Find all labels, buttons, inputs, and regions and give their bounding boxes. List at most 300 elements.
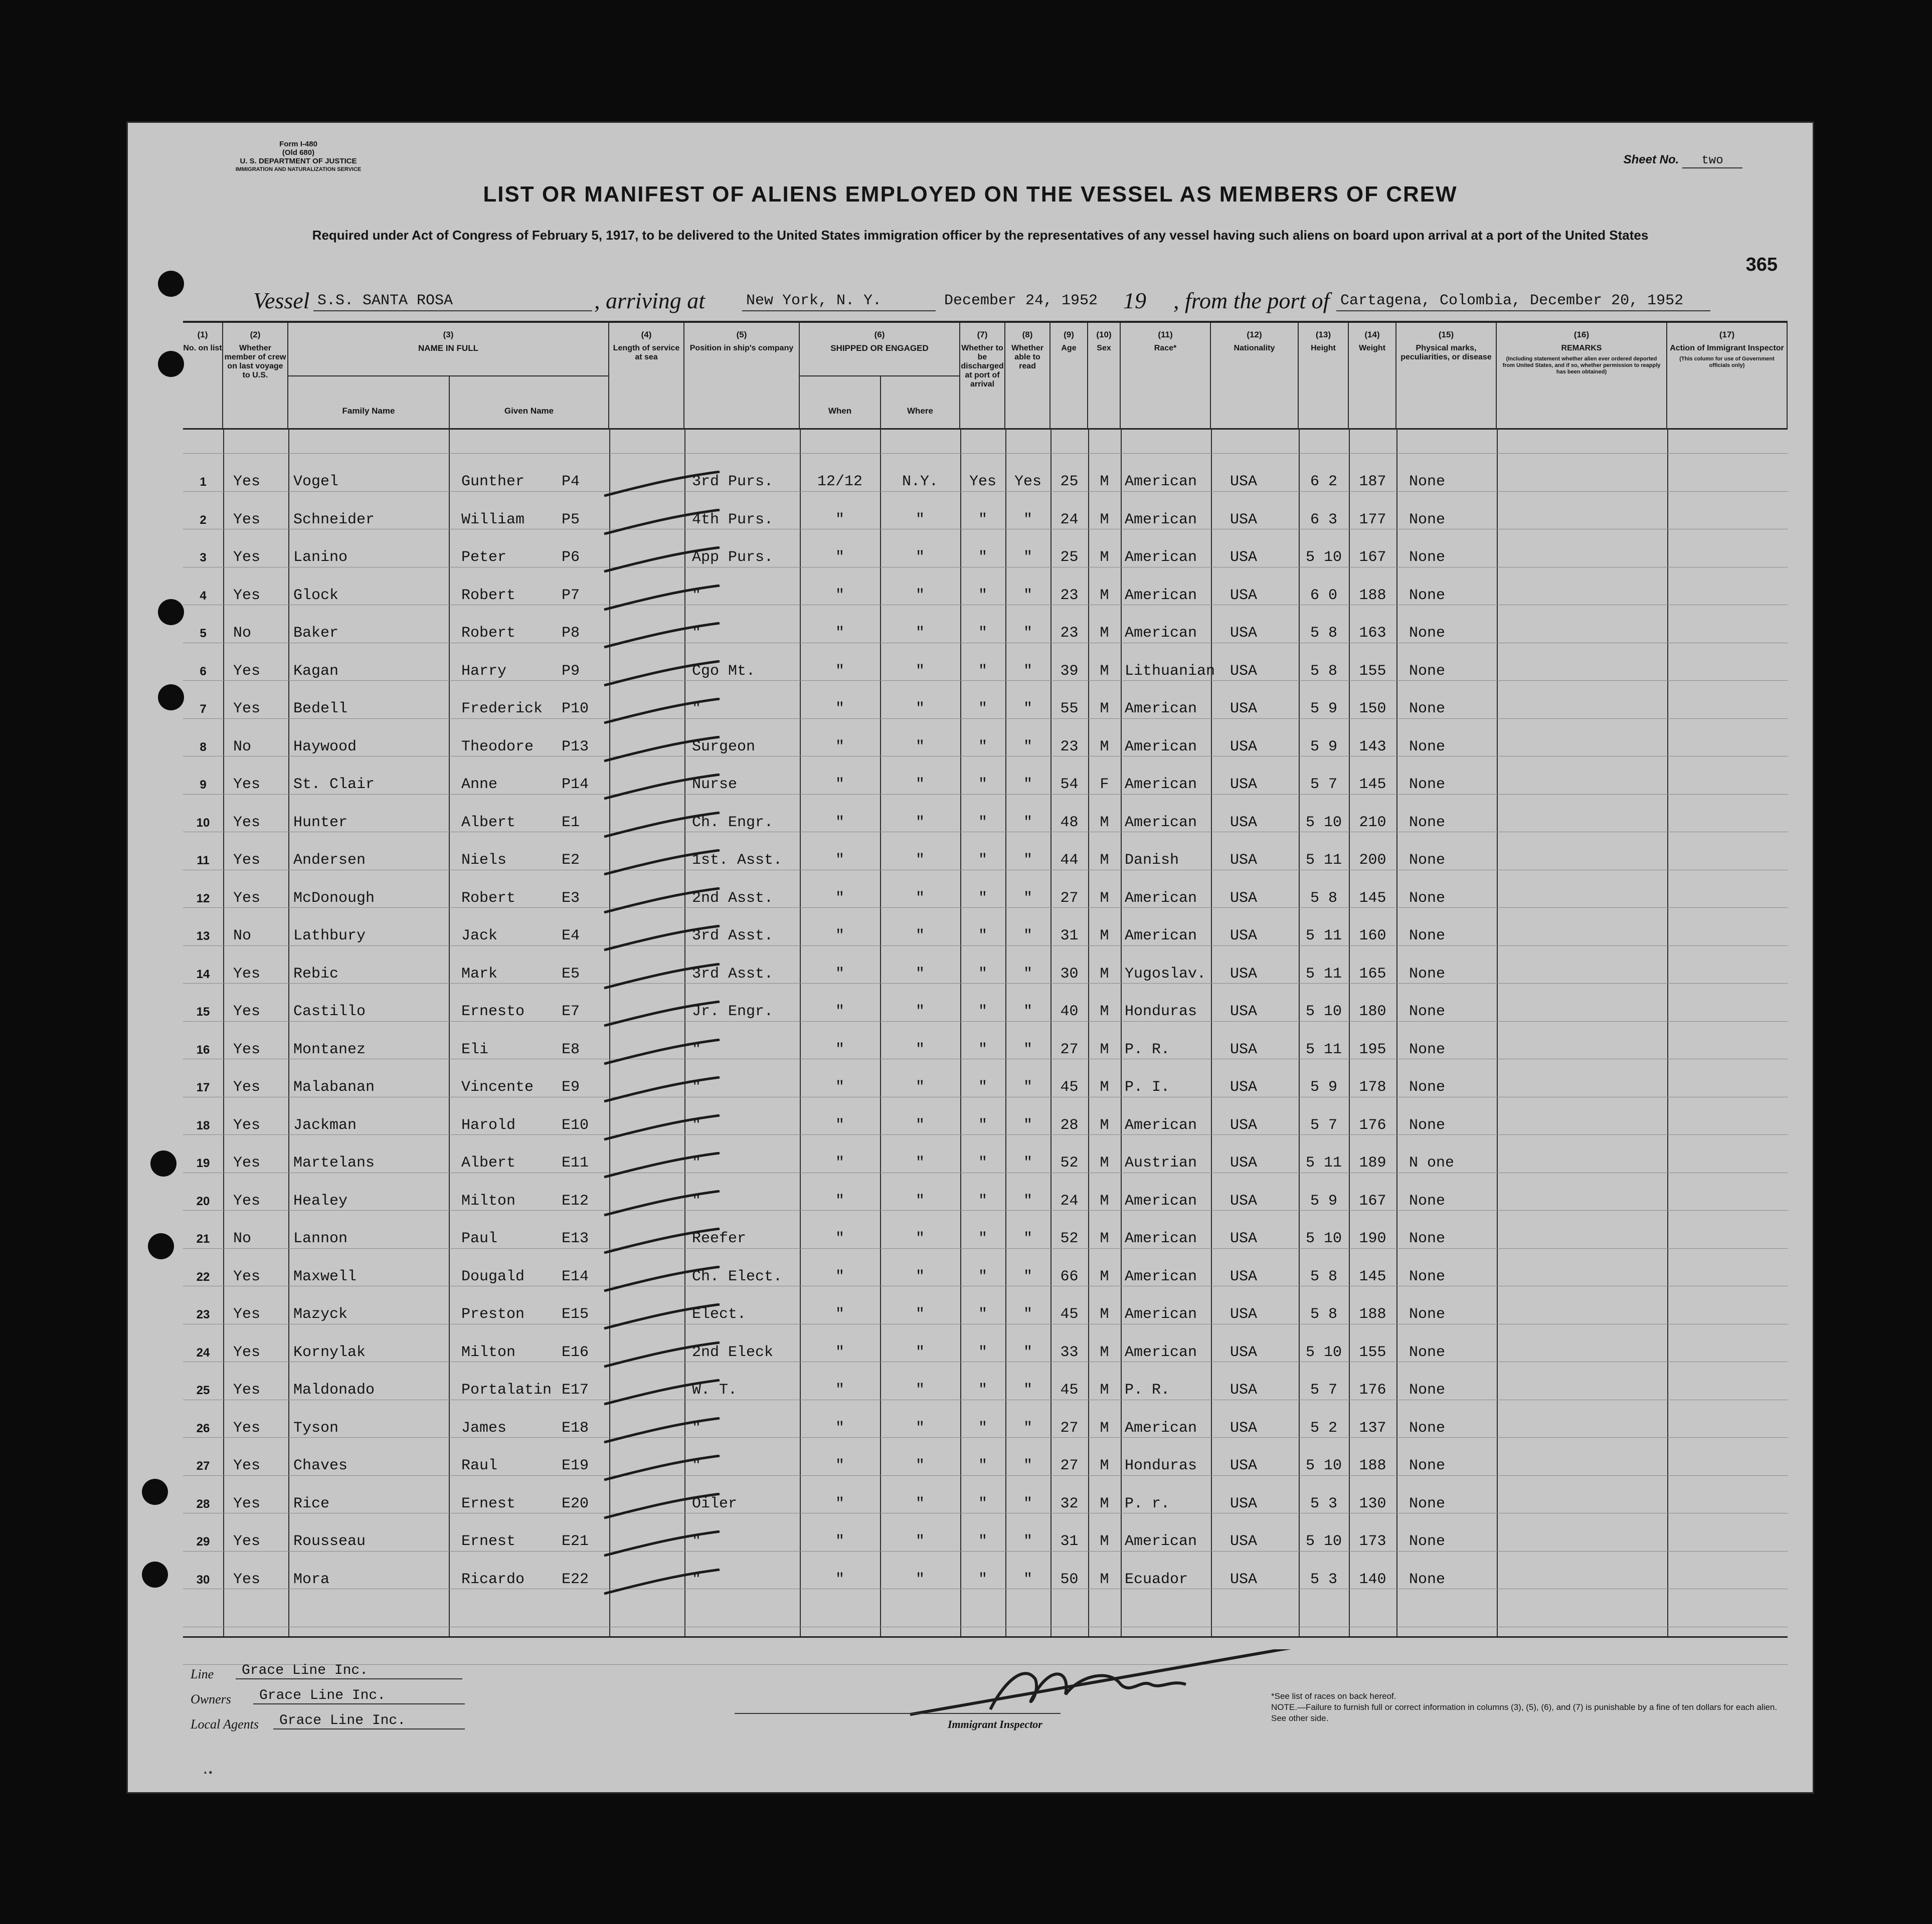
cell-marks: None xyxy=(1409,814,1446,831)
cell-marks: None xyxy=(1409,1041,1446,1058)
from-port: Cartagena, Colombia, December 20, 1952 xyxy=(1336,292,1710,311)
cell-last: Yes xyxy=(233,1571,261,1588)
cell-race: American xyxy=(1125,1268,1197,1285)
check-mark-icon xyxy=(599,1455,730,1485)
cell-height: 5 8 xyxy=(1310,662,1337,680)
cell-age: 48 xyxy=(1060,814,1079,831)
header-col-label: Nationality xyxy=(1234,344,1275,352)
cell-age: 45 xyxy=(1060,1079,1079,1096)
cell-age: 28 xyxy=(1060,1116,1079,1134)
cell-race: Lithuanian xyxy=(1125,662,1215,680)
cell-nat: USA xyxy=(1230,814,1258,831)
header-col-number: (10) xyxy=(1096,330,1112,339)
cell-nat: USA xyxy=(1230,625,1258,642)
cell-nat: USA xyxy=(1230,1116,1258,1134)
cell-race: P. r. xyxy=(1125,1495,1170,1512)
cell-where: " xyxy=(915,1533,925,1550)
cell-last: Yes xyxy=(233,511,261,528)
cell-given: Raul xyxy=(461,1457,498,1474)
cell-no: 21 xyxy=(196,1232,210,1246)
binder-hole xyxy=(150,1150,177,1177)
cell-read: " xyxy=(1023,1230,1032,1247)
cell-height: 5 7 xyxy=(1310,1116,1337,1134)
cell-read: " xyxy=(1023,511,1032,528)
header-col-4 xyxy=(609,323,684,428)
cell-age: 25 xyxy=(1060,549,1079,566)
sheet-number-block xyxy=(1624,153,1742,168)
cell-sex: M xyxy=(1100,1306,1109,1323)
inspector-label: Immigrant Inspector xyxy=(948,1718,1042,1730)
cell-marks: None xyxy=(1409,852,1446,869)
cell-nat: USA xyxy=(1230,1155,1258,1172)
cell-nat: USA xyxy=(1230,662,1258,680)
cell-marks: None xyxy=(1409,1343,1446,1361)
cell-nat: USA xyxy=(1230,776,1258,793)
cell-marks: None xyxy=(1409,1533,1446,1550)
cell-weight: 210 xyxy=(1359,814,1386,831)
cell-sex: M xyxy=(1100,549,1109,566)
header-col-number: (13) xyxy=(1315,330,1331,339)
cell-discharged: " xyxy=(978,662,987,680)
cell-when: " xyxy=(835,1003,844,1020)
cell-position: " xyxy=(692,1457,701,1474)
owners-value: Grace Line Inc. xyxy=(253,1688,465,1704)
cell-discharged: " xyxy=(978,927,987,944)
cell-given: Harold xyxy=(461,1116,516,1134)
cell-marks: None xyxy=(1409,1268,1446,1285)
cell-read: " xyxy=(1023,1306,1032,1323)
check-mark-icon xyxy=(599,1341,730,1372)
cell-where: " xyxy=(915,852,925,869)
cell-where: " xyxy=(915,927,925,944)
binder-hole xyxy=(158,599,184,625)
cell-no: 4 xyxy=(200,589,207,603)
cell-given: William xyxy=(461,511,525,528)
cell-marks: None xyxy=(1409,662,1446,680)
cell-nat: USA xyxy=(1230,1571,1258,1588)
cell-last: Yes xyxy=(233,1079,261,1096)
cell-weight: 195 xyxy=(1359,1041,1386,1058)
cell-last: Yes xyxy=(233,814,261,831)
cell-marks: None xyxy=(1409,587,1446,604)
cell-position: " xyxy=(692,1419,701,1437)
cell-family: Andersen xyxy=(293,852,366,869)
cell-position: " xyxy=(692,1079,701,1096)
cell-no: 1 xyxy=(200,475,207,489)
cell-no: 20 xyxy=(196,1194,210,1208)
cell-age: 27 xyxy=(1060,1457,1079,1474)
cell-age: 23 xyxy=(1060,625,1079,642)
binder-hole xyxy=(148,1233,174,1259)
cell-discharged: " xyxy=(978,1382,987,1399)
cell-discharged: " xyxy=(978,965,987,983)
header-col-5 xyxy=(684,323,800,428)
cell-given: Albert xyxy=(461,1155,516,1172)
cell-read: " xyxy=(1023,1155,1032,1172)
cell-weight: 176 xyxy=(1359,1116,1386,1134)
cell-read: " xyxy=(1023,738,1032,755)
cell-marks: None xyxy=(1409,1003,1446,1020)
cell-read: " xyxy=(1023,1457,1032,1474)
cell-sex: M xyxy=(1100,1116,1109,1134)
sheet-number: two xyxy=(1682,154,1742,168)
cell-age: 40 xyxy=(1060,1003,1079,1020)
cell-last: Yes xyxy=(233,473,261,490)
cell-when: " xyxy=(835,1268,844,1285)
cell-age: 27 xyxy=(1060,1419,1079,1437)
cell-when: " xyxy=(835,852,844,869)
cell-given: Ernest xyxy=(461,1533,516,1550)
manifest-sheet xyxy=(128,123,1813,1792)
cell-sex: M xyxy=(1100,1041,1109,1058)
cell-height: 5 9 xyxy=(1310,1192,1337,1210)
cell-given: Portalatin xyxy=(461,1382,552,1399)
cell-race: P. I. xyxy=(1125,1079,1170,1096)
cell-height: 5 8 xyxy=(1310,1306,1337,1323)
check-mark-icon xyxy=(599,1001,730,1031)
cell-sex: M xyxy=(1100,1533,1109,1550)
cell-read: " xyxy=(1023,700,1032,717)
cell-discharged: " xyxy=(978,1306,987,1323)
cell-given: Mark xyxy=(461,965,498,983)
cell-family: Kagan xyxy=(293,662,339,680)
cell-where: " xyxy=(915,1268,925,1285)
cell-when: " xyxy=(835,1116,844,1134)
cell-read: " xyxy=(1023,1495,1032,1512)
cell-code: P5 xyxy=(562,511,580,528)
cell-last: No xyxy=(233,738,252,755)
cell-age: 25 xyxy=(1060,473,1079,490)
header-col-number: (15) xyxy=(1438,330,1454,339)
cell-code: E18 xyxy=(562,1419,589,1437)
cell-family: Haywood xyxy=(293,738,357,755)
cell-given: Frederick xyxy=(461,700,543,717)
cell-height: 5 9 xyxy=(1310,738,1337,755)
cell-discharged: " xyxy=(978,814,987,831)
cell-nat: USA xyxy=(1230,1041,1258,1058)
sheet-label: Sheet No. xyxy=(1623,153,1679,166)
cell-where: " xyxy=(915,1041,925,1058)
check-mark-icon xyxy=(599,585,730,615)
cell-sex: M xyxy=(1100,1230,1109,1247)
cell-read: " xyxy=(1023,1533,1032,1550)
cell-code: E11 xyxy=(562,1155,589,1172)
cell-no: 13 xyxy=(196,929,210,943)
manifest-footer xyxy=(128,1637,1813,1787)
line-label: Line xyxy=(191,1667,214,1681)
cell-age: 23 xyxy=(1060,738,1079,755)
cell-race: American xyxy=(1125,1192,1197,1210)
arrival-date: December 24, 1952 xyxy=(944,292,1098,309)
cell-weight: 143 xyxy=(1359,738,1386,755)
cell-discharged: " xyxy=(978,625,987,642)
cell-where: " xyxy=(915,1571,925,1588)
header-col-number: (14) xyxy=(1364,330,1380,339)
cell-when: 12/12 xyxy=(817,473,862,490)
cell-sex: M xyxy=(1100,1268,1109,1285)
cell-given: Paul xyxy=(461,1230,498,1247)
cell-age: 24 xyxy=(1060,511,1079,528)
cell-read: " xyxy=(1023,852,1032,869)
check-mark-icon xyxy=(599,736,730,766)
header-col-note: (This column for use of Government officials only) xyxy=(1679,356,1775,368)
cell-given: Preston xyxy=(461,1306,525,1323)
cell-code: E5 xyxy=(562,965,580,983)
cell-family: Malabanan xyxy=(293,1079,375,1096)
line-value: Grace Line Inc. xyxy=(236,1663,462,1679)
cell-where: " xyxy=(915,625,925,642)
check-mark-icon xyxy=(599,1493,730,1523)
cell-marks: None xyxy=(1409,1116,1446,1134)
cell-where: " xyxy=(915,738,925,755)
cell-where: " xyxy=(915,1230,925,1247)
header-col-label: Sex xyxy=(1097,344,1111,352)
cell-weight: 188 xyxy=(1359,1306,1386,1323)
check-mark-icon xyxy=(599,660,730,690)
cell-discharged: " xyxy=(978,511,987,528)
cell-no: 3 xyxy=(200,551,207,564)
cell-code: E13 xyxy=(562,1230,589,1247)
header-col-number: (2) xyxy=(250,330,261,339)
header-col-number: (6) xyxy=(874,330,885,339)
cell-sex: M xyxy=(1100,1457,1109,1474)
department-name: U. S. DEPARTMENT OF JUSTICE xyxy=(240,157,357,165)
cell-position: Jr. Engr. xyxy=(692,1003,774,1020)
cell-race: American xyxy=(1125,473,1197,490)
cell-nat: USA xyxy=(1230,1343,1258,1361)
cell-discharged: " xyxy=(978,1192,987,1210)
cell-sex: F xyxy=(1100,776,1109,793)
cell-position: " xyxy=(692,1116,701,1134)
cell-height: 6 2 xyxy=(1310,473,1337,490)
cell-given: Albert xyxy=(461,814,516,831)
cell-marks: None xyxy=(1409,1079,1446,1096)
cell-given: Theodore xyxy=(461,738,534,755)
cell-position: " xyxy=(692,1571,701,1588)
check-mark-icon xyxy=(599,1152,730,1182)
cell-position: 3rd Purs. xyxy=(692,473,774,490)
cell-position: " xyxy=(692,1533,701,1550)
cell-race: Honduras xyxy=(1125,1003,1197,1020)
cell-family: Chaves xyxy=(293,1457,348,1474)
cell-race: Honduras xyxy=(1125,1457,1197,1474)
cell-where: " xyxy=(915,549,925,566)
header-col-11 xyxy=(1121,323,1211,428)
cell-age: 54 xyxy=(1060,776,1079,793)
cell-last: Yes xyxy=(233,852,261,869)
check-mark-icon xyxy=(599,925,730,955)
header-col-number: (16) xyxy=(1573,330,1590,339)
cell-code: E1 xyxy=(562,814,580,831)
check-mark-icon xyxy=(599,1228,730,1258)
cell-where: " xyxy=(915,889,925,907)
cell-height: 5 10 xyxy=(1305,1003,1342,1020)
year-label: 19 xyxy=(1123,288,1146,313)
cell-no: 28 xyxy=(196,1497,210,1511)
cell-last: Yes xyxy=(233,889,261,907)
cell-discharged: " xyxy=(978,852,987,869)
header-col-7 xyxy=(960,323,1005,428)
cell-sex: M xyxy=(1100,625,1109,642)
cell-race: American xyxy=(1125,1230,1197,1247)
cell-marks: None xyxy=(1409,965,1446,983)
cell-given: Ernest xyxy=(461,1495,516,1512)
cell-code: E15 xyxy=(562,1306,589,1323)
cell-read: " xyxy=(1023,776,1032,793)
cell-race: American xyxy=(1125,1533,1197,1550)
header-col-number: (7) xyxy=(977,330,988,339)
cell-given: Vincente xyxy=(461,1079,534,1096)
cell-last: Yes xyxy=(233,587,261,604)
cell-sex: M xyxy=(1100,511,1109,528)
cell-sex: M xyxy=(1100,1495,1109,1512)
cell-marks: None xyxy=(1409,700,1446,717)
cell-code: P6 xyxy=(562,549,580,566)
cell-race: American xyxy=(1125,1306,1197,1323)
cell-weight: 188 xyxy=(1359,1457,1386,1474)
cell-nat: USA xyxy=(1230,1268,1258,1285)
cell-no: 15 xyxy=(196,1005,210,1019)
cell-nat: USA xyxy=(1230,511,1258,528)
cell-given: Harry xyxy=(461,662,507,680)
cell-sex: M xyxy=(1100,927,1109,944)
cell-read: " xyxy=(1023,927,1032,944)
vessel-info-row xyxy=(128,283,1813,318)
cell-race: American xyxy=(1125,889,1197,907)
cell-last: Yes xyxy=(233,1533,261,1550)
cell-nat: USA xyxy=(1230,1003,1258,1020)
cell-code: E12 xyxy=(562,1192,589,1210)
cell-when: " xyxy=(835,1155,844,1172)
cell-when: " xyxy=(835,776,844,793)
cell-race: American xyxy=(1125,625,1197,642)
cell-no: 18 xyxy=(196,1118,210,1132)
cell-last: Yes xyxy=(233,662,261,680)
cell-when: " xyxy=(835,587,844,604)
check-mark-icon xyxy=(599,1569,730,1599)
cell-when: " xyxy=(835,549,844,566)
cell-last: Yes xyxy=(233,1457,261,1474)
check-mark-icon xyxy=(599,1303,730,1333)
header-col-number: (11) xyxy=(1158,330,1173,339)
cell-weight: 155 xyxy=(1359,662,1386,680)
cell-nat: USA xyxy=(1230,1495,1258,1512)
header-col-number: (5) xyxy=(736,330,747,339)
cell-sex: M xyxy=(1100,473,1109,490)
cell-race: American xyxy=(1125,1419,1197,1437)
cell-when: " xyxy=(835,511,844,528)
cell-sex: M xyxy=(1100,965,1109,983)
cell-weight: 145 xyxy=(1359,776,1386,793)
header-col-8 xyxy=(1005,323,1050,428)
cell-read: " xyxy=(1023,965,1032,983)
cell-given: Dougald xyxy=(461,1268,525,1285)
cell-last: No xyxy=(233,927,252,944)
cell-no: 26 xyxy=(196,1421,210,1435)
inspector-signature-line xyxy=(735,1713,1061,1714)
cell-age: 31 xyxy=(1060,927,1079,944)
cell-position: W. T. xyxy=(692,1382,738,1399)
cell-family: Bedell xyxy=(293,700,348,717)
cell-discharged: " xyxy=(978,889,987,907)
cell-race: American xyxy=(1125,1116,1197,1134)
cell-code: E4 xyxy=(562,927,580,944)
cell-given: Gunther xyxy=(461,473,525,490)
cell-discharged: " xyxy=(978,1343,987,1361)
form-number: Form I-480 xyxy=(279,140,317,148)
cell-when: " xyxy=(835,1419,844,1437)
cell-no: 6 xyxy=(200,664,207,678)
cell-family: Maxwell xyxy=(293,1268,357,1285)
cell-code: E16 xyxy=(562,1343,589,1361)
cell-family: Glock xyxy=(293,587,339,604)
cell-sex: M xyxy=(1100,1419,1109,1437)
cell-height: 5 10 xyxy=(1305,814,1342,831)
cell-weight: 177 xyxy=(1359,511,1386,528)
cell-marks: None xyxy=(1409,511,1446,528)
cell-discharged: " xyxy=(978,1041,987,1058)
cell-where: " xyxy=(915,1495,925,1512)
cell-position: 4th Purs. xyxy=(692,511,774,528)
cell-read: " xyxy=(1023,1041,1032,1058)
cell-marks: None xyxy=(1409,549,1446,566)
cell-when: " xyxy=(835,814,844,831)
header-col-label: Height xyxy=(1311,344,1336,352)
cell-where: " xyxy=(915,1382,925,1399)
cell-no: 25 xyxy=(196,1384,210,1397)
cell-read: " xyxy=(1023,1343,1032,1361)
cell-when: " xyxy=(835,1041,844,1058)
cell-discharged: " xyxy=(978,1230,987,1247)
header-subcol-label: Family Name xyxy=(342,406,395,416)
cell-age: 52 xyxy=(1060,1155,1079,1172)
cell-family: Mora xyxy=(293,1571,330,1588)
cell-read: " xyxy=(1023,1268,1032,1285)
cell-when: " xyxy=(835,700,844,717)
cell-no: 17 xyxy=(196,1081,210,1094)
cell-race: American xyxy=(1125,927,1197,944)
cell-sex: M xyxy=(1100,1079,1109,1096)
form-old-number: (Old 680) xyxy=(282,148,315,157)
cell-family: Mazyck xyxy=(293,1306,348,1323)
cell-nat: USA xyxy=(1230,700,1258,717)
cell-nat: USA xyxy=(1230,927,1258,944)
cell-height: 5 8 xyxy=(1310,1268,1337,1285)
cell-code: E8 xyxy=(562,1041,580,1058)
cell-discharged: " xyxy=(978,1419,987,1437)
cell-age: 39 xyxy=(1060,662,1079,680)
cell-read: " xyxy=(1023,1079,1032,1096)
check-mark-icon xyxy=(599,774,730,804)
cell-code: E3 xyxy=(562,889,580,907)
cell-when: " xyxy=(835,1079,844,1096)
cell-when: " xyxy=(835,927,844,944)
cell-height: 5 7 xyxy=(1310,776,1337,793)
cell-height: 5 10 xyxy=(1305,1533,1342,1550)
cell-marks: None xyxy=(1409,889,1446,907)
cell-where: " xyxy=(915,1192,925,1210)
header-col-number: (17) xyxy=(1719,330,1735,339)
cell-weight: 167 xyxy=(1359,549,1386,566)
cell-read: " xyxy=(1023,549,1032,566)
cell-weight: 130 xyxy=(1359,1495,1386,1512)
cell-discharged: " xyxy=(978,549,987,566)
cell-no: 2 xyxy=(200,513,207,527)
cell-position: " xyxy=(692,1155,701,1172)
cell-family: Lathbury xyxy=(293,927,366,944)
cell-last: Yes xyxy=(233,700,261,717)
cell-height: 5 3 xyxy=(1310,1571,1337,1588)
